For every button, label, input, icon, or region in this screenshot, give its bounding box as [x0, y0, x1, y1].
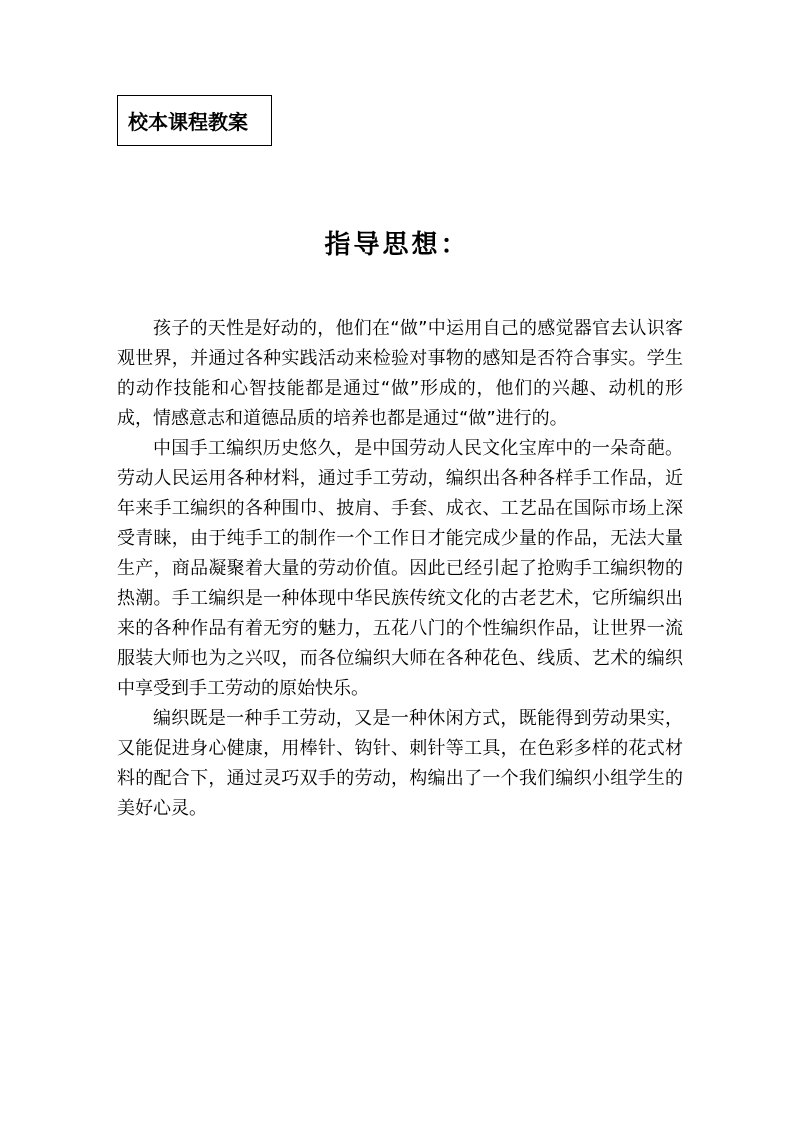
header-box-label: 校本课程教案 [128, 110, 248, 134]
page-title: 指导思想： [324, 230, 470, 260]
header-box [117, 95, 272, 146]
paragraph-1: 孩子的天性是好动的，他们在“做”中运用自己的感觉器官去认识客观世界，并通过各种实践活动来检验对事物的感知是否符合事实。学生的动作技能和心智技能都是通过“做”形成的，他们的兴趣、动机的形成，情感意志和道德品质的培养也都是通过“做”进行的。 [117, 318, 683, 429]
paragraph-3: 编织既是一种手工劳动，又是一种休闲方式，既能得到劳动果实，又能促进身心健康，用棒针、钩针、刺针等工具，在色彩多样的花式材料的配合下，通过灵巧双手的劳动，构编出了一个我们编织小组学生的美好心灵。 [117, 708, 683, 819]
paragraph-2: 中国手工编织历史悠久，是中国劳动人民文化宝库中的一朵奇葩。劳动人民运用各种材料，通过手工劳动，编织出各种各样手工作品，近年来手工编织的各种围巾、披肩、手套、成衣、工艺品在国际市场上深受青睐，由于纯手工的制作一个工作日才能完成少量的作品，无法大量生产，商品凝聚着大量的劳动价值。因此已经引起了抢购手工编织物的热潮。手工编织是一种体现中华民族传统文化的古老艺术，它所编织出来的各种作品有着无穷的魅力，五花八门的个性编织作品，让世界一流服装大师也为之兴叹，而各位编织大师在各种花色、线质、艺术的编织中享受到手工劳动的原始快乐。 [117, 438, 683, 699]
body-text [117, 314, 683, 824]
